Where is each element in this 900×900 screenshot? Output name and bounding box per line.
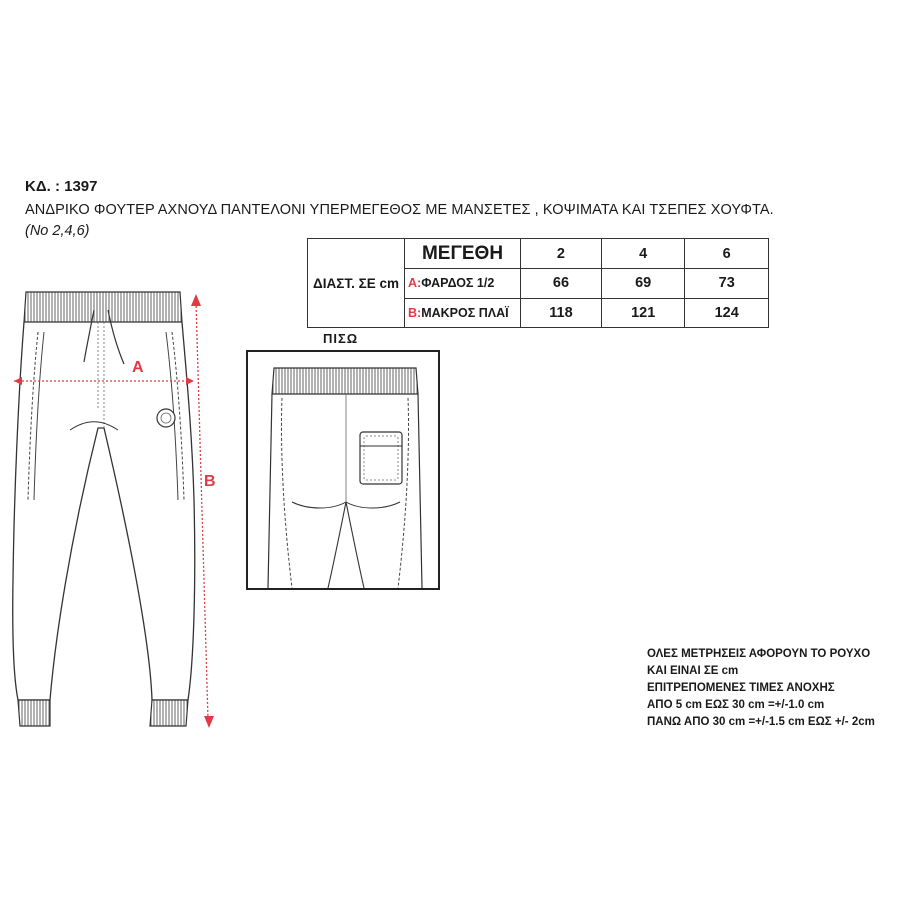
- back-pocket: [360, 432, 402, 484]
- value-cell: 69: [601, 269, 685, 299]
- back-view-label: ΠΙΣΩ: [323, 331, 359, 346]
- product-description: ΑΝΔΡΙΚΟ ΦΟΥΤΕΡ ΑΧΝΟΥΔ ΠΑΝΤΕΛΟΝΙ ΥΠΕΡΜΕΓΕΘΟΣ ΜΕ ΜΑΝΣΕΤΕΣ , ΚΟΨΙΜΑΤΑ ΚΑΙ ΤΣΕΠΕΣ ΧΟΥΦΤΑ.: [25, 202, 774, 218]
- value-cell: 66: [521, 269, 602, 299]
- measure-b-line: [196, 302, 208, 720]
- row-label-b: B:ΜΑΚΡΟΣ ΠΛΑΪ: [405, 298, 521, 328]
- size-table: [307, 238, 769, 328]
- row-label-a: A:ΦΑΡΔΟΣ 1/2: [405, 269, 521, 299]
- note-line: ΠΑΝΩ ΑΠΟ 30 cm =+/-1.5 cm ΕΩΣ +/- 2cm: [647, 716, 875, 728]
- sizes-header: ΜΕΓΕΘΗ: [405, 239, 521, 269]
- note-line: ΕΠΙΤΡΕΠΟΜΕΝΕΣ ΤΙΜΕΣ ΑΝΟΧΗΣ: [647, 682, 835, 694]
- measure-b-arrow-down-icon: [204, 716, 214, 728]
- product-code: ΚΔ. : 1397: [25, 178, 98, 195]
- size-col: 6: [685, 239, 769, 269]
- back-view-drawing: [248, 352, 438, 588]
- measure-b-label: B: [204, 473, 216, 490]
- back-view-frame: [246, 350, 440, 590]
- measure-b-arrow-up-icon: [191, 294, 201, 306]
- measure-a-label: A: [132, 359, 144, 376]
- measure-a-arrow-right-icon: [186, 377, 194, 385]
- measurement-notes: [647, 646, 875, 731]
- value-cell: 121: [601, 298, 685, 328]
- logo-badge-icon: [157, 409, 175, 427]
- measure-a-arrow-left-icon: [14, 377, 22, 385]
- size-col: 2: [521, 239, 602, 269]
- note-line: ΑΠΟ 5 cm ΕΩΣ 30 cm =+/-1.0 cm: [647, 699, 825, 711]
- left-pocket: [28, 332, 38, 500]
- right-cuff: [150, 700, 188, 726]
- value-cell: 124: [685, 298, 769, 328]
- back-waistband: [272, 368, 418, 394]
- size-col: 4: [601, 239, 685, 269]
- note-line: ΚΑΙ ΕΙΝΑΙ ΣΕ cm: [647, 665, 739, 677]
- value-cell: 73: [685, 269, 769, 299]
- note-line: ΟΛΕΣ ΜΕΤΡΗΣΕΙΣ ΑΦΟΡΟΥΝ ΤΟ ΡΟΥΧΟ: [647, 648, 871, 660]
- sizes-note: (Νο 2,4,6): [25, 223, 90, 239]
- value-cell: 118: [521, 298, 602, 328]
- left-cuff: [18, 700, 50, 726]
- front-view-drawing: [0, 280, 240, 740]
- dims-label: ΔΙΑΣΤ. ΣΕ cm: [308, 239, 405, 328]
- waistband: [24, 292, 182, 322]
